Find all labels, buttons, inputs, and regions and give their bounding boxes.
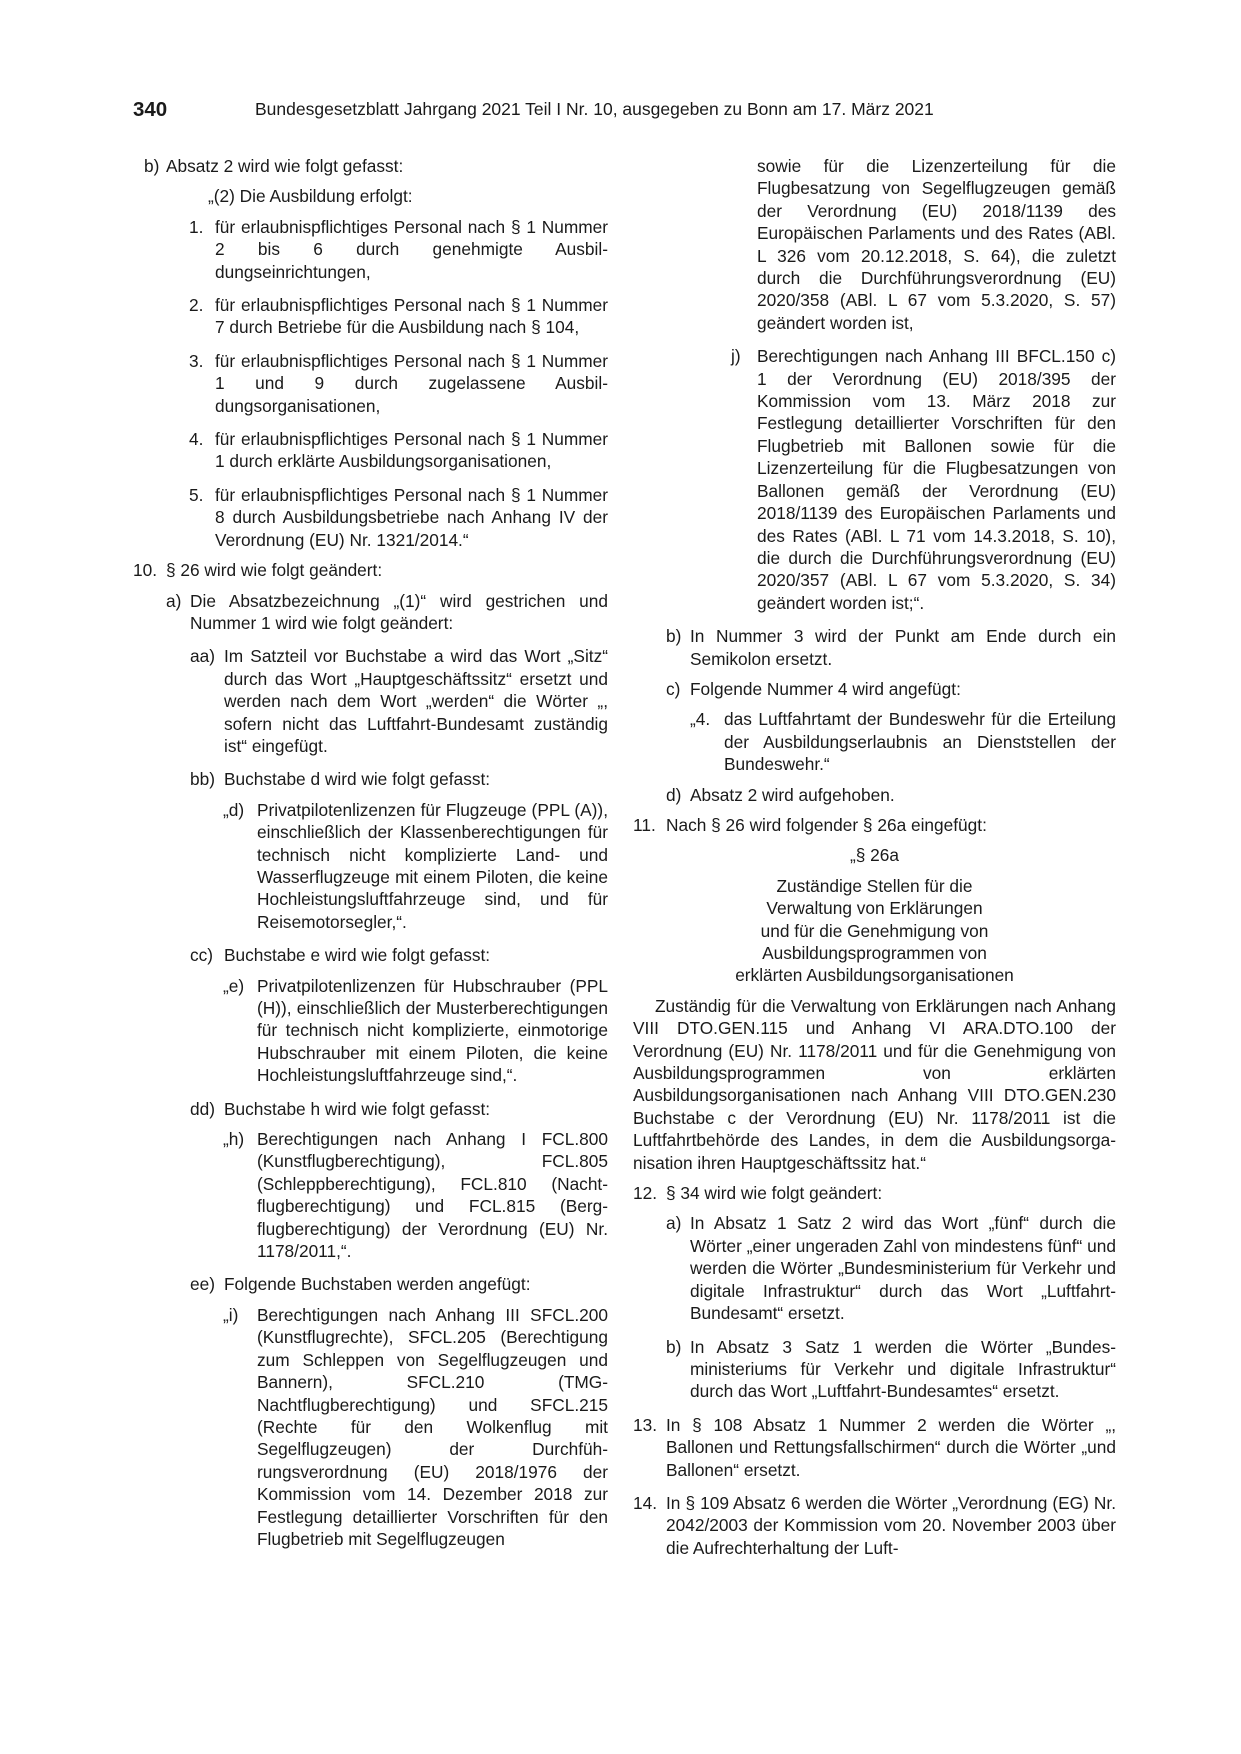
section-26a-heading: Zuständige Stellen für die Verwaltung von Erklärungen und für die Genehmigung von Ausbildungsprogrammen von erklärten Ausbildungsorganisationen (735, 875, 1014, 986)
section-26a-body: Zuständig für die Verwaltung von Erklärungen nach Anhang VIII DTO.GEN.115 und Anhang VI ARA.DTO.100 der Verordnung (EU) Nr. 1178/2011 und für die Genehmigung von Ausbildungsprogrammen von erklärten Ausbildungsorganisationen nach Anhang VIII DTO.GEN.230 Buchstabe c der Verordnung (EU) Nr. 1178/2011 ist die Luftfahrtbehörde des Landes, in dem die Ausbildungsorganisation ihren Hauptgeschäftssitz hat.“ (633, 995, 1116, 1173)
running-head: Bundesgesetzblatt Jahrgang 2021 Teil I Nr. 10, ausgegeben zu Bonn am 17. März 2021 (255, 99, 934, 119)
amendment-10: 10. § 26 wird wie folgt geändert: (133, 560, 383, 581)
letter-d: „d) Privatpilotenlizenzen für Flugzeuge (PPL (A)), einschließlich der Klassenberechtigungen für technisch nicht komplizierte Land- und Wasserflugzeuge mit einem Piloten, die keine Hochleistungsluftfahrzeuge sind, und für Reisemotorsegler,“. (223, 799, 608, 932)
letter-h: „h) Berechtigungen nach Anhang I FCL.800 (Kunstflugberechtigung), FCL.805 (Schleppberechtigung), FCL.810 (Nachtflugberechtigung) und FCL.815 (Bergflugberechtigung) der Verordnung (EU) Nr. 1178/2011,“. (223, 1129, 608, 1262)
amendment-11: 11. Nach § 26 wird folgender § 26a eingefügt: (633, 814, 987, 835)
amendment-10a: a) Die Absatzbezeichnung „(1)“ wird gestrichen und Nummer 1 wird wie folgt geändert: (166, 590, 608, 633)
letter-j: j) Berechtigungen nach Anhang III BFCL.150 c) 1 der Verordnung (EU) 2018/395 der Kommission vom 13. März 2018 zur Festlegung detaillierter Vorschriften für den Flugbetrieb mit Ballonen sowie für die Lizenzerteilung für die Flugbesatzungen von Ballonen gemäß der Verordnung (EU) 2018/1139 des Europäischen Parlaments und des Rates (ABl. L 71 vom 14.3.2018, S. 10), die durch die Durchführungsverordnung (EU) 2020/357 (ABl. L 67 vom 5.3.2020, S. 34) geändert worden ist;“. (731, 346, 1116, 613)
amendment-10a-aa: aa) Im Satzteil vor Buchstabe a wird das Wort „Sitz“ durch das Wort „Hauptgeschäftssitz“ ersetzt und werden nach dem Wort „werden“ die Wörter „, sofern nicht das Luftfahrt-Bundesamt zuständig ist“ eingefügt. (190, 646, 608, 756)
list-item: 4. für erlaubnispflichtiges Personal nach § 1 Nummer 1 durch erklärte Ausbildungsorganisationen, (189, 429, 608, 472)
amendment-b (133, 155, 608, 177)
list-item: 5. für erlaubnispflichtiges Personal nach § 1 Nummer 8 durch Ausbildungsbetriebe nach Anhang IV der Verordnung (EU) Nr. 1321/2014.“ (189, 484, 608, 550)
amendment-12: 12. § 34 wird wie folgt geändert: (633, 1183, 883, 1204)
quote-intro: „(2) Die Ausbildung erfolgt: (208, 186, 413, 207)
letter-e: „e) Privatpilotenlizenzen für Hubschrauber (PPL (H)), einschließlich der Musterberechtigungen für technisch nicht komplizierte, einmotorige Hubschrauber mit einem Piloten, die keine Hochleistungsluftfahrzeuge sind,“. (223, 975, 608, 1086)
training-list (133, 216, 608, 551)
amendment-14: 14. In § 109 Absatz 6 werden die Wörter „Verordnung (EG) Nr. 2042/2003 der Kommission vom 20. November 2003 über die Aufrechterhaltung der Luft- (633, 1492, 1116, 1558)
amendment-10a-bb: bb) Buchstabe d wird wie folgt gefasst: (190, 769, 491, 790)
amendment-12a: a) In Absatz 1 Satz 2 wird das Wort „fünf“ durch die Wörter „einer ungeraden Zahl von mindestens fünf“ und werden die Wörter „Bundesministerium für Verkehr und digitale Infrastruktur“ durch das Wort „Luftfahrt-Bundesamt“ ersetzt. (666, 1213, 1116, 1324)
amendment-13: 13. In § 108 Absatz 1 Nummer 2 werden die Wörter „, Ballonen und Rettungsfallschirmen“ durch die Wörter „und Ballonen“ ersetzt. (633, 1414, 1116, 1480)
right-column (633, 155, 1116, 1559)
list-item: 3. für erlaubnispflichtiges Personal nach § 1 Nummer 1 und 9 durch zugelassene Ausbildungsorganisationen, (189, 350, 608, 416)
item-text: Absatz 2 wird wie folgt gefasst: (166, 156, 404, 176)
amendment-10b: b) In Nummer 3 wird der Punkt am Ende durch ein Semikolon ersetzt. (666, 626, 1116, 669)
amendment-10d: d) Absatz 2 wird aufgehoben. (666, 784, 895, 805)
amendment-10a-ee: ee) Folgende Buchstaben werden angefügt: (190, 1274, 531, 1295)
list-item: 2. für erlaubnispflichtiges Personal nach § 1 Nummer 7 durch Betriebe für die Ausbildung nach § 104, (189, 295, 608, 338)
amendment-10c: c) Folgende Nummer 4 wird angefügt: (666, 678, 961, 699)
letter-i: „i) Berechtigungen nach Anhang III SFCL.200 (Kunstflugrechte), SFCL.205 (Berechtigung zum Schleppen von Segelflugzeugen und Bannern), SFCL.210 (TMG-Nachtflugberechtigung) und SFCL.215 (Rechte für den Wolkenflug mit Segelflugzeugen) der Durchführungsverordnung (EU) 2018/1976 der Kommission vom 14. Dezember 2018 zur Festlegung detaillierter Vorschriften für den Flugbetrieb mit Segelflugzeugen (223, 1304, 608, 1549)
page-number: 340 (133, 98, 168, 121)
amendment-10a-cc: cc) Buchstabe e wird wie folgt gefasst: (190, 945, 491, 966)
left-column (133, 155, 608, 1550)
letter-i-continued: sowie für die Lizenzerteilung für die Flugbesatzung von Segelflugzeugen gemäß der Verordnung (EU) 2018/1139 des Europäischen Parlaments und des Rates (ABl. L 326 vom 20.12.2018, S. 64), die zuletzt durch die Durchführungsverordnung (EU) 2020/358 (ABl. L 67 vom 5.3.2020, S. 57) geändert worden ist, (757, 156, 1116, 333)
amendment-10a-dd: dd) Buchstabe h wird wie folgt gefasst: (190, 1098, 491, 1119)
page-header (133, 98, 993, 128)
item-label: b) (144, 156, 160, 176)
section-26a-title: „§ 26a (849, 845, 899, 866)
list-item: 1. für erlaubnispflichtiges Personal nach § 1 Nummer 2 bis 6 durch genehmigte Ausbildungseinrichtungen, (189, 216, 608, 282)
number-4: „4. das Luftfahrtamt der Bundeswehr für die Erteilung der Ausbildungserlaubnis an Dienststellen der Bundeswehr.“ (690, 709, 1116, 775)
amendment-12b: b) In Absatz 3 Satz 1 werden die Wörter „Bundesministeriums für Verkehr und digitale Infrastruktur“ durch das Wort „Luftfahrt-Bundesamtes“ ersetzt. (666, 1336, 1116, 1402)
